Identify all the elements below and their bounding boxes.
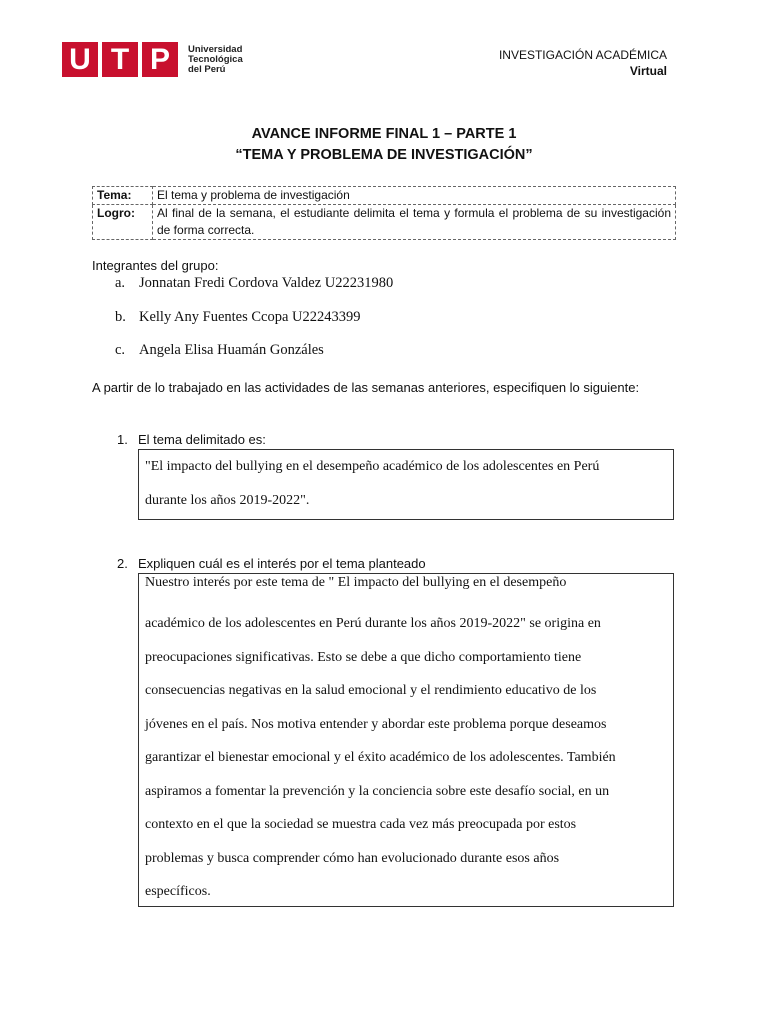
answer-line: Nuestro interés por este tema de " El impacto del bullying en el desempeño [145, 575, 567, 590]
document-subtitle: “TEMA Y PROBLEMA DE INVESTIGACIÓN” [235, 147, 533, 163]
member-marker: a. [115, 275, 126, 291]
table-row [93, 205, 676, 240]
answer-line: específicos. [145, 884, 211, 899]
tema-label: Tema: [93, 187, 153, 205]
answer-box-1 [138, 449, 674, 520]
answer-line: jóvenes en el país. Nos motiva entender y abordar este problema porque deseamos [145, 716, 607, 732]
table-row [93, 187, 676, 205]
utp-logo [62, 42, 243, 77]
logo-line-3: del Perú [188, 63, 226, 75]
member-name: Angela Elisa Huamán Gonzáles [139, 342, 324, 358]
question-2 [117, 556, 426, 571]
logo-letter-u: U [62, 42, 98, 77]
member-name: Jonnatan Fredi Cordova Valdez U22231980 [139, 275, 394, 291]
members-heading: Integrantes del grupo: [92, 258, 219, 273]
info-table [92, 186, 676, 240]
logro-value: Al final de la semana, el estudiante delimita el tema y formula el problema de su investigación de forma correcta. [153, 205, 676, 240]
question-label: El tema delimitado es: [138, 432, 266, 447]
logo-line-2: Tecnológica [188, 53, 243, 65]
member-item [115, 342, 324, 359]
member-item [115, 275, 393, 292]
answer-line: garantizar el bienestar emocional y el éxito académico de los adolescentes. También [145, 750, 616, 765]
course-header [499, 47, 667, 79]
answer-line: aspiramos a fomentar la prevención y la conciencia sobre este desafío social, en un [145, 783, 610, 799]
member-item [115, 309, 361, 326]
question-label: Expliquen cuál es el interés por el tema planteado [138, 556, 426, 571]
logo-letter-p: P [142, 42, 178, 77]
document-title: AVANCE INFORME FINAL 1 – PARTE 1 [251, 126, 517, 142]
answer-box-2 [138, 573, 674, 907]
course-mode: Virtual [629, 64, 667, 78]
question-number: 2. [117, 556, 128, 571]
answer-line: consecuencias negativas en la salud emocional y el rendimiento educativo de los [145, 683, 597, 698]
logo-wordmark [188, 45, 243, 75]
logo-letter-t: T [102, 42, 138, 77]
intro-paragraph: A partir de lo trabajado en las actividades de las semanas anteriores, especifiquen lo siguiente: [92, 380, 640, 395]
logo-line-1: Universidad [188, 43, 243, 55]
answer-line: académico de los adolescentes en Perú durante los años 2019-2022" se origina en [145, 616, 601, 631]
member-name: Kelly Any Fuentes Ccopa U22243399 [139, 309, 361, 325]
question-number: 1. [117, 432, 128, 447]
answer-line: durante los años 2019-2022". [145, 493, 310, 508]
answer-line: "El impacto del bullying en el desempeño académico de los adolescentes en Perú [145, 459, 600, 474]
tema-value: El tema y problema de investigación [153, 187, 676, 205]
member-marker: c. [115, 342, 126, 358]
member-marker: b. [115, 309, 126, 325]
answer-line: problemas y busca comprender cómo han evolucionado durante esos años [145, 850, 560, 866]
course-name: INVESTIGACIÓN ACADÉMICA [498, 48, 667, 62]
answer-line: contexto en el que la sociedad se muestra cada vez más preocupada por estos [145, 817, 577, 832]
logro-label: Logro: [93, 205, 153, 240]
question-1 [117, 432, 266, 447]
answer-line: preocupaciones significativas. Esto se debe a que dicho comportamiento tiene [145, 649, 582, 665]
